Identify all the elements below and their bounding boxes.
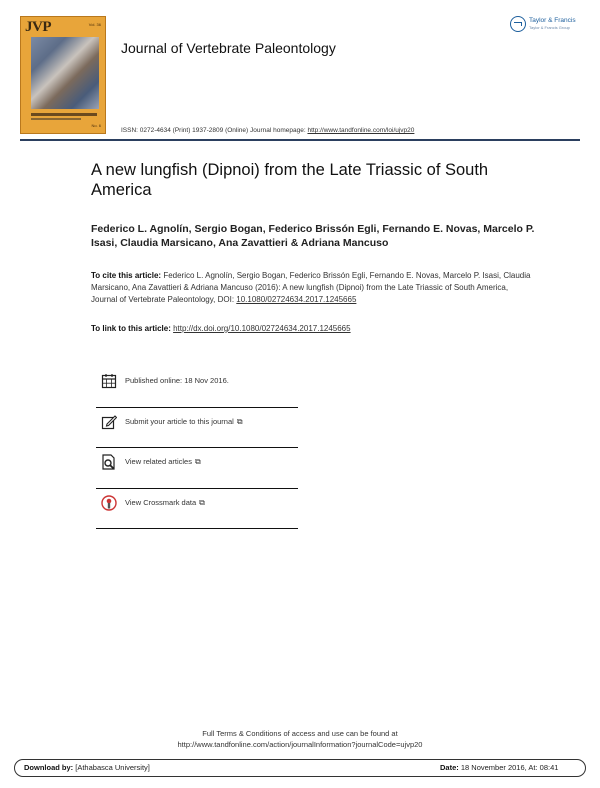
downloaded-value: [Athabasca University] — [73, 763, 150, 772]
issn-line — [121, 127, 414, 134]
publisher-name: Taylor & Francis — [529, 17, 576, 24]
external-link-icon: ⧉ — [194, 457, 201, 466]
search-document-icon — [101, 454, 117, 470]
cover-decoration — [31, 118, 81, 120]
article-doi-link[interactable]: http://dx.doi.org/10.1080/02724634.2017.1245665 — [173, 324, 351, 333]
crossmark-link[interactable] — [125, 498, 205, 508]
submit-article-label: Submit your article to this journal — [125, 417, 234, 426]
cover-title: JVP — [25, 19, 51, 35]
calendar-icon — [101, 373, 117, 389]
terms-line: Full Terms & Conditions of access and use can be found at — [202, 729, 398, 738]
date-label: Date: — [440, 763, 459, 772]
downloaded-label: Download by: — [24, 763, 74, 772]
cover-decoration — [31, 113, 97, 116]
related-articles-label: View related articles — [125, 457, 192, 466]
citation-doi-link[interactable]: 10.1080/02724634.2017.1245665 — [236, 295, 357, 304]
cover-number: No. 6 — [91, 123, 101, 128]
header-rule — [20, 139, 580, 141]
external-link-icon: ⧉ — [236, 417, 243, 426]
citation-label: To cite this article: — [91, 271, 164, 280]
cover-photo — [31, 37, 99, 109]
published-online-text: Published online: 18 Nov 2016. — [125, 376, 229, 385]
related-articles-row[interactable] — [96, 448, 298, 488]
terms-block — [0, 728, 600, 750]
cover-volume: Vol. 36 — [88, 22, 101, 27]
journal-homepage-link[interactable]: http://www.tandfonline.com/loi/ujvp20 — [307, 127, 415, 134]
terms-link[interactable]: http://www.tandfonline.com/action/journalInformation?journalCode=ujvp20 — [177, 740, 423, 749]
publisher-subname: Taylor & Francis Group — [529, 25, 570, 30]
issn-text: ISSN: 0272-4634 (Print) 1937-2809 (Online) Journal homepage: — [121, 127, 308, 134]
citation-text: Federico L. Agnolín, Sergio Bogan, Federico Brissón Egli, Fernando E. Novas, Marcelo P. Isasi, Claudia Marsicano, Ana Zavattieri & Adriana Mancuso (2016): A new lungfish (Dipnoi) from the Late Triassic of South America, Journal of Vertebrate Paleontology, DOI: — [91, 271, 531, 304]
download-info-bar — [14, 759, 586, 777]
article-link-block — [91, 324, 351, 333]
publisher-logo[interactable] — [510, 16, 582, 38]
article-title: A new lungfish (Dipnoi) from the Late Triassic of South America — [91, 161, 489, 199]
related-articles-link[interactable] — [125, 457, 201, 467]
article-authors: Federico L. Agnolín, Sergio Bogan, Federico Brissón Egli, Fernando E. Novas, Marcelo P. Isasi, Claudia Marsicano, Ana Zavattieri & Adriana Mancuso — [91, 223, 535, 249]
crossmark-row[interactable] — [96, 489, 298, 529]
submit-article-link[interactable] — [125, 417, 243, 427]
crossmark-icon — [101, 495, 117, 511]
journal-name: Journal of Vertebrate Paleontology — [121, 40, 336, 56]
publisher-logo-icon — [510, 16, 526, 32]
citation-block — [91, 270, 531, 306]
edit-icon — [101, 414, 117, 430]
link-label: To link to this article: — [91, 324, 174, 333]
crossmark-label: View Crossmark data — [125, 498, 197, 507]
external-link-icon: ⧉ — [199, 498, 205, 507]
submit-article-row[interactable] — [96, 408, 298, 448]
downloaded-by — [24, 763, 150, 772]
date-value: 18 November 2016, At: 08:41 — [458, 763, 559, 772]
info-divider — [96, 528, 298, 529]
published-online-row — [96, 367, 298, 407]
journal-cover-image — [20, 16, 106, 134]
download-date — [440, 763, 558, 772]
